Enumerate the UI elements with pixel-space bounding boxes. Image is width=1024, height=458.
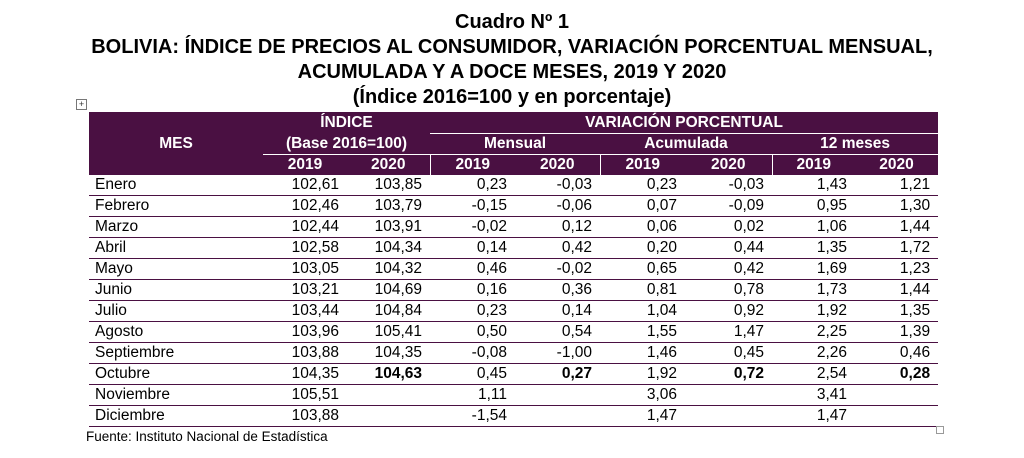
value-cell: 0,36	[515, 280, 600, 301]
header-year-mensual-2019: 2019	[430, 155, 515, 176]
value-cell: -0,09	[685, 196, 772, 217]
value-cell: 0,07	[600, 196, 685, 217]
value-cell: 1,44	[855, 217, 938, 238]
header-year-indice-2020: 2020	[347, 155, 430, 176]
value-cell	[515, 385, 600, 406]
value-cell	[685, 406, 772, 427]
value-cell: 2,25	[772, 322, 855, 343]
value-cell: 0,20	[600, 238, 685, 259]
value-cell: 1,43	[772, 175, 855, 196]
value-cell: 102,46	[263, 196, 347, 217]
month-cell: Diciembre	[89, 406, 263, 427]
value-cell: -0,08	[430, 343, 515, 364]
value-cell: 0,78	[685, 280, 772, 301]
value-cell: 1,44	[855, 280, 938, 301]
value-cell	[855, 406, 938, 427]
value-cell: 102,58	[263, 238, 347, 259]
value-cell: 0,42	[515, 238, 600, 259]
value-cell: 2,54	[772, 364, 855, 385]
table-row	[89, 322, 938, 343]
value-cell: 3,41	[772, 385, 855, 406]
value-cell: 0,06	[600, 217, 685, 238]
value-cell: 0,14	[430, 238, 515, 259]
value-cell: 104,32	[347, 259, 430, 280]
value-cell: -0,03	[685, 175, 772, 196]
header-indice: ÍNDICE	[263, 112, 430, 134]
table-row	[89, 175, 938, 196]
header-indice-base: (Base 2016=100)	[263, 134, 430, 155]
document-title-block	[0, 10, 1024, 110]
value-cell: 0,12	[515, 217, 600, 238]
value-cell: 0,92	[685, 301, 772, 322]
table-row	[89, 280, 938, 301]
value-cell: 0,72	[685, 364, 772, 385]
value-cell: 104,35	[263, 364, 347, 385]
value-cell: 104,63	[347, 364, 430, 385]
value-cell: 104,34	[347, 238, 430, 259]
value-cell: 1,73	[772, 280, 855, 301]
month-cell: Abril	[89, 238, 263, 259]
table-row	[89, 217, 938, 238]
header-year-doce-2020: 2020	[855, 155, 938, 176]
value-cell: 0,45	[430, 364, 515, 385]
value-cell: 1,39	[855, 322, 938, 343]
table-row	[89, 238, 938, 259]
header-mensual: Mensual	[430, 134, 600, 155]
value-cell: 1,72	[855, 238, 938, 259]
value-cell: 103,79	[347, 196, 430, 217]
value-cell	[515, 406, 600, 427]
value-cell: 0,14	[515, 301, 600, 322]
header-year-acumulada-2020: 2020	[685, 155, 772, 176]
value-cell: -0,02	[430, 217, 515, 238]
value-cell: 1,23	[855, 259, 938, 280]
value-cell: 1,47	[600, 406, 685, 427]
value-cell: 1,92	[772, 301, 855, 322]
header-mes: MES	[89, 112, 263, 175]
value-cell: 1,47	[772, 406, 855, 427]
value-cell: 0,46	[855, 343, 938, 364]
value-cell: 0,16	[430, 280, 515, 301]
value-cell: 0,44	[685, 238, 772, 259]
table-number: Cuadro Nº 1	[455, 11, 569, 33]
value-cell: 0,54	[515, 322, 600, 343]
value-cell	[685, 385, 772, 406]
month-cell: Junio	[89, 280, 263, 301]
title-line-2: ACUMULADA Y A DOCE MESES, 2019 Y 2020	[297, 61, 727, 83]
value-cell: 1,92	[600, 364, 685, 385]
value-cell: 1,55	[600, 322, 685, 343]
cpi-table	[89, 112, 938, 427]
move-anchor-icon[interactable]: +	[76, 99, 87, 110]
table-row	[89, 301, 938, 322]
month-cell: Agosto	[89, 322, 263, 343]
value-cell	[347, 406, 430, 427]
value-cell: 102,44	[263, 217, 347, 238]
value-cell: 1,35	[772, 238, 855, 259]
table-header	[89, 112, 938, 175]
value-cell: 105,51	[263, 385, 347, 406]
value-cell: 0,23	[430, 301, 515, 322]
value-cell: 103,88	[263, 343, 347, 364]
month-cell: Septiembre	[89, 343, 263, 364]
header-acumulada: Acumulada	[600, 134, 772, 155]
value-cell: -0,06	[515, 196, 600, 217]
month-cell: Octubre	[89, 364, 263, 385]
value-cell: 0,81	[600, 280, 685, 301]
value-cell: -1,54	[430, 406, 515, 427]
value-cell: -0,15	[430, 196, 515, 217]
month-cell: Julio	[89, 301, 263, 322]
value-cell: 103,85	[347, 175, 430, 196]
value-cell: 105,41	[347, 322, 430, 343]
value-cell: 104,84	[347, 301, 430, 322]
source-note: Fuente: Instituto Nacional de Estadística	[86, 429, 328, 444]
header-year-acumulada-2019: 2019	[600, 155, 685, 176]
value-cell: 1,46	[600, 343, 685, 364]
value-cell: 0,45	[685, 343, 772, 364]
month-cell: Febrero	[89, 196, 263, 217]
value-cell: 1,69	[772, 259, 855, 280]
value-cell: 103,21	[263, 280, 347, 301]
resize-handle-icon[interactable]	[936, 426, 944, 434]
table-row	[89, 385, 938, 406]
header-year-indice-2019: 2019	[263, 155, 347, 176]
value-cell: 1,21	[855, 175, 938, 196]
value-cell: 1,11	[430, 385, 515, 406]
value-cell: 1,35	[855, 301, 938, 322]
value-cell: -0,03	[515, 175, 600, 196]
title-subtitle: (Índice 2016=100 y en porcentaje)	[352, 86, 672, 108]
header-year-doce-2019: 2019	[772, 155, 855, 176]
header-variacion: VARIACIÓN PORCENTUAL	[430, 112, 938, 134]
value-cell: 0,02	[685, 217, 772, 238]
value-cell: 3,06	[600, 385, 685, 406]
table-row	[89, 259, 938, 280]
month-cell: Noviembre	[89, 385, 263, 406]
value-cell: 1,06	[772, 217, 855, 238]
month-cell: Mayo	[89, 259, 263, 280]
value-cell: 103,44	[263, 301, 347, 322]
value-cell: 1,04	[600, 301, 685, 322]
title-line-1: BOLIVIA: ÍNDICE DE PRECIOS AL CONSUMIDOR, VARIACIÓN PORCENTUAL MENSUAL,	[91, 36, 933, 58]
value-cell: 1,30	[855, 196, 938, 217]
value-cell: 0,42	[685, 259, 772, 280]
value-cell: 0,28	[855, 364, 938, 385]
value-cell: 0,23	[430, 175, 515, 196]
table-row	[89, 406, 938, 427]
value-cell: 104,35	[347, 343, 430, 364]
value-cell: 0,95	[772, 196, 855, 217]
value-cell: 0,65	[600, 259, 685, 280]
value-cell: 0,27	[515, 364, 600, 385]
value-cell: 103,91	[347, 217, 430, 238]
value-cell: 103,05	[263, 259, 347, 280]
value-cell: 104,69	[347, 280, 430, 301]
value-cell: 2,26	[772, 343, 855, 364]
value-cell: 1,47	[685, 322, 772, 343]
header-year-mensual-2020: 2020	[515, 155, 600, 176]
table-row	[89, 364, 938, 385]
month-cell: Marzo	[89, 217, 263, 238]
table-body	[89, 175, 938, 427]
value-cell	[855, 385, 938, 406]
value-cell: 0,23	[600, 175, 685, 196]
value-cell	[347, 385, 430, 406]
month-cell: Enero	[89, 175, 263, 196]
value-cell: 0,46	[430, 259, 515, 280]
table-row	[89, 343, 938, 364]
value-cell: 102,61	[263, 175, 347, 196]
value-cell: -0,02	[515, 259, 600, 280]
value-cell: -1,00	[515, 343, 600, 364]
value-cell: 0,50	[430, 322, 515, 343]
value-cell: 103,96	[263, 322, 347, 343]
value-cell: 103,88	[263, 406, 347, 427]
header-doce-meses: 12 meses	[772, 134, 938, 155]
table-row	[89, 196, 938, 217]
